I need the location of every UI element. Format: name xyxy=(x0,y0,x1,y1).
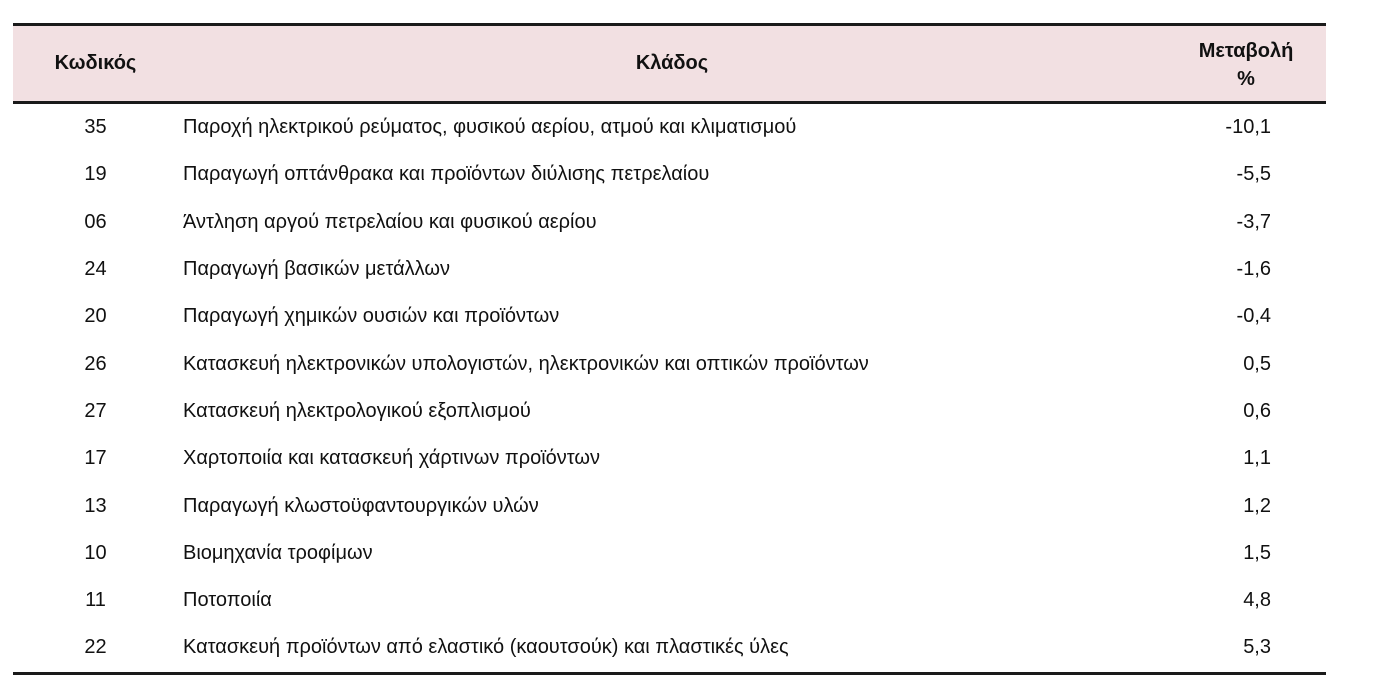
table-row xyxy=(13,624,1326,673)
row-sector: Κατασκευή ηλεκτρονικών υπολογιστών, ηλεκτρονικών και οπτικών προϊόντων xyxy=(183,352,869,375)
row-change: 4,8 xyxy=(1243,589,1271,612)
row-change: -1,6 xyxy=(1236,258,1271,281)
sector-change-table-wrapper xyxy=(13,23,1326,675)
row-change: 5,3 xyxy=(1166,624,1326,673)
row-code: 11 xyxy=(85,589,106,612)
row-code: 13 xyxy=(84,494,107,517)
header-change-unit: % xyxy=(1237,67,1255,90)
row-sector: Βιομηχανία τροφίμων xyxy=(183,541,373,564)
row-sector: Κατασκευή ηλεκτρολογικού εξοπλισμού xyxy=(183,399,531,422)
header-sector: Κλάδος xyxy=(178,25,1166,103)
row-code: 27 xyxy=(84,399,107,422)
row-sector: Άντληση αργού πετρελαίου και φυσικού αερίου xyxy=(183,210,597,233)
table-row xyxy=(13,103,1326,152)
row-code: 24 xyxy=(84,258,107,281)
table-body xyxy=(13,103,1326,674)
table-row xyxy=(13,530,1326,577)
row-change: 0,5 xyxy=(1243,352,1271,375)
row-change: -3,7 xyxy=(1236,210,1271,233)
row-change: 1,5 xyxy=(1243,541,1271,564)
table-row xyxy=(13,246,1326,293)
row-code: 35 xyxy=(84,116,107,139)
row-code: 10 xyxy=(84,541,107,564)
table-row xyxy=(13,293,1326,340)
row-code: 22 xyxy=(13,624,178,673)
row-code: 19 xyxy=(84,163,107,186)
table-row xyxy=(13,577,1326,624)
table-row xyxy=(13,388,1326,435)
row-code: 20 xyxy=(84,305,107,328)
header-change-label: Μεταβολή xyxy=(1198,39,1294,62)
row-sector: Κατασκευή προϊόντων από ελαστικό (καουτσούκ) και πλαστικές ύλες xyxy=(178,624,1166,673)
table-row xyxy=(13,151,1326,198)
row-change: -0,4 xyxy=(1236,305,1271,328)
row-change: -5,5 xyxy=(1236,163,1271,186)
row-sector: Ποτοποιία xyxy=(183,589,272,612)
row-sector: Παραγωγή οπτάνθρακα και προϊόντων διύλισης πετρελαίου xyxy=(183,163,710,186)
sector-change-table xyxy=(13,23,1326,675)
row-change: -10,1 xyxy=(1225,116,1271,139)
row-sector: Παροχή ηλεκτρικού ρεύματος, φυσικού αερίου, ατμού και κλιματισμού xyxy=(183,116,797,139)
row-sector: Χαρτοποιία και κατασκευή χάρτινων προϊόντων xyxy=(183,447,601,470)
table-row xyxy=(13,340,1326,387)
row-sector: Παραγωγή κλωστοϋφαντουργικών υλών xyxy=(183,494,539,517)
row-code: 06 xyxy=(84,210,107,233)
row-sector: Παραγωγή βασικών μετάλλων xyxy=(183,258,450,281)
row-code: 26 xyxy=(84,352,107,375)
header-row xyxy=(13,25,1326,103)
table-row xyxy=(13,482,1326,529)
table-row xyxy=(13,199,1326,246)
table-header xyxy=(13,25,1326,103)
row-code: 17 xyxy=(84,447,107,470)
row-change: 0,6 xyxy=(1243,399,1271,422)
header-change xyxy=(1166,25,1326,103)
header-code: Κωδικός xyxy=(13,25,178,103)
row-sector: Παραγωγή χημικών ουσιών και προϊόντων xyxy=(183,305,560,328)
row-change: 1,1 xyxy=(1243,447,1271,470)
row-change: 1,2 xyxy=(1243,494,1271,517)
table-row xyxy=(13,435,1326,482)
